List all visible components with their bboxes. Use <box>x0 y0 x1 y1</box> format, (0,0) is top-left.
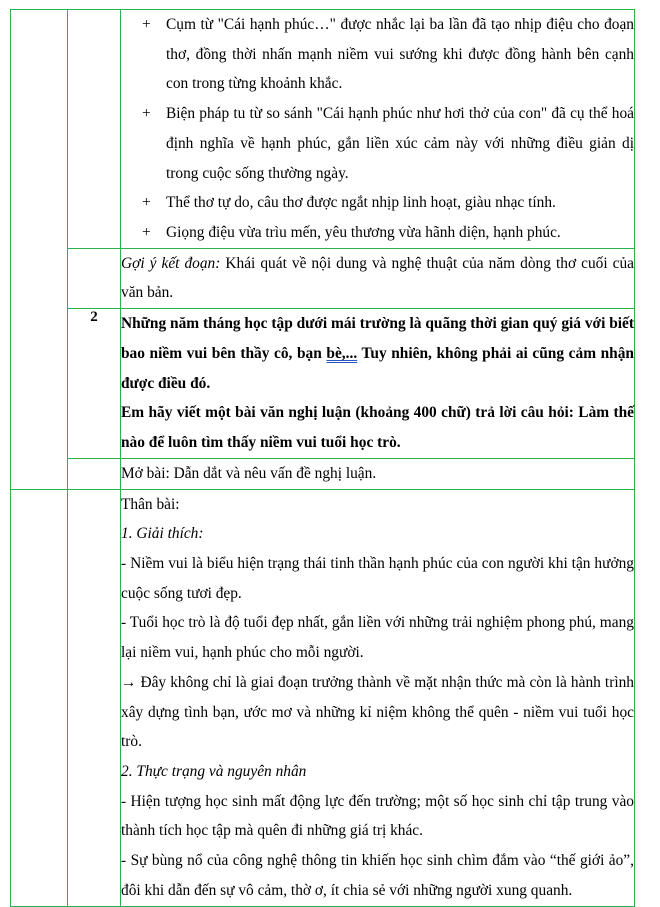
question-index-cell: 2 <box>68 309 121 459</box>
table-row <box>11 309 635 459</box>
answer-body-cell-bullets <box>121 10 635 249</box>
outer-index-cell-group-a <box>11 10 68 490</box>
closing-hint-text: Khái quát về nội dung và nghệ thuật của năm dòng thơ cuối của văn bản. <box>121 254 634 302</box>
bullet-item <box>121 99 634 188</box>
prompt-intro-part-b: Tuy nhiên, không phải ai cũng cảm nhận được điều đó. <box>121 344 634 392</box>
closing-hint-label: Gợi ý kết đoạn: <box>121 254 221 272</box>
body-section-cell <box>121 489 635 906</box>
prompt-task-paragraph: Em hãy viết một bài văn nghị luận (khoảng 400 chữ) trả lời câu hỏi: Làm thế nào để luôn tìm thấy niềm vui tuổi học trò. <box>121 404 634 452</box>
question-index-cell <box>68 458 121 489</box>
plus-marker-icon: + <box>142 224 151 242</box>
table-row <box>11 458 635 489</box>
body-subsection-1-item: → Đây không chỉ là giai đoạn trưởng thành về mặt nhận thức mà còn là hành trình xây dựng tình bạn, ước mơ và những kỉ niệm không thể quên - niềm vui tuổi học trò. <box>121 673 634 751</box>
answer-key-table <box>10 9 635 907</box>
opening-section-cell <box>121 458 635 489</box>
outer-index-cell-group-b <box>11 489 68 906</box>
table-row <box>11 10 635 249</box>
bullet-text: Thể thơ tự do, câu thơ được ngắt nhịp linh hoạt, giàu nhạc tính. <box>166 194 556 212</box>
question-index-cell <box>68 489 121 906</box>
closing-hint-paragraph <box>121 249 634 308</box>
prompt-intro-part-a: Những năm tháng học tập dưới mái trường là quãng thời gian quý giá với biết bao niềm vui bên thầy cô, bạn <box>121 315 634 362</box>
opening-section-text: Mở bài: Dẫn dắt và nêu vấn đề nghị luận. <box>121 464 377 482</box>
grammar-flagged-text: bè,... <box>326 344 358 362</box>
body-subsection-1-title: 1. Giải thích: <box>121 525 204 543</box>
plus-marker-icon: + <box>142 105 151 123</box>
body-subsection-1-item: - Tuổi học trò là độ tuổi đẹp nhất, gắn liền với những trải nghiệm phong phú, mang lại niềm vui, hạnh phúc cho mỗi người. <box>121 614 634 662</box>
table-row <box>11 489 635 906</box>
bullet-item <box>121 218 634 248</box>
bullet-text: Giọng điệu vừa trìu mến, yêu thương vừa hãnh diện, hạnh phúc. <box>166 224 561 242</box>
question-index-cell <box>68 10 121 249</box>
bullet-item <box>121 188 634 218</box>
body-subsection-2-item: - Hiện tượng học sinh mất động lực đến trường; một số học sinh chỉ tập trung vào thành tích học tập mà quên đi những giá trị khác. <box>121 792 634 840</box>
bullet-text: Biện pháp tu từ so sánh "Cái hạnh phúc như hơi thở của con" đã cụ thể hoá định nghĩa về hạnh phúc, gắn liền xúc cảm này với những điều giản dị trong cuộc sống thường ngày. <box>166 105 634 182</box>
answer-body-cell-closing-hint <box>121 248 635 308</box>
body-subsection-1-item: - Niềm vui là biểu hiện trạng thái tinh thần hạnh phúc của con người khi tận hưởng cuộc sống tươi đẹp. <box>121 554 634 602</box>
plus-marker-icon: + <box>142 16 151 33</box>
question-prompt-cell <box>121 309 635 459</box>
body-subsection-2-item: - Sự bùng nổ của công nghệ thông tin khiến học sinh chìm đắm vào “thế giới ảo”, đôi khi dẫn đến sự vô cảm, thờ ơ, ít chia sẻ với những người xung quanh. <box>121 852 634 899</box>
prompt-intro-paragraph <box>121 309 634 398</box>
body-subsection-2-title: 2. Thực trạng và nguyên nhân <box>121 762 307 780</box>
table-row <box>11 248 635 308</box>
body-section-heading: Thân bài: <box>121 495 180 513</box>
bullet-text: Cụm từ "Cái hạnh phúc…" được nhắc lại ba lần đã tạo nhịp điệu cho đoạn thơ, đồng thời nhấn mạnh niềm vui sướng khi được đồng hành bên cạnh con trong từng khoảnh khắc. <box>166 16 634 93</box>
question-index-cell <box>68 248 121 308</box>
bullet-item <box>121 10 634 99</box>
plus-marker-icon: + <box>142 194 151 212</box>
